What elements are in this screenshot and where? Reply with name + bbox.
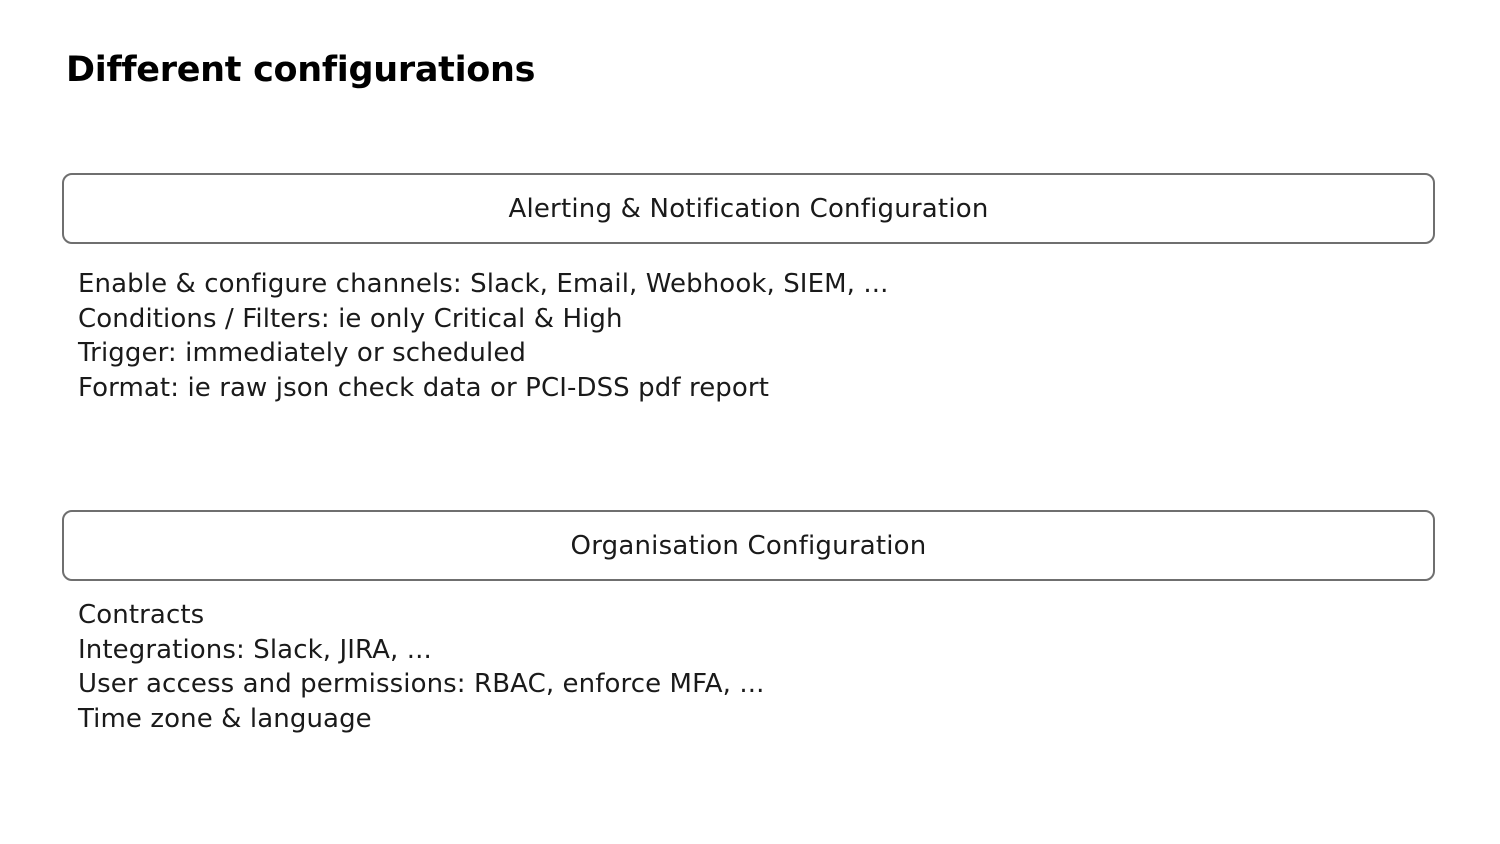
list-item: Trigger: immediately or scheduled: [78, 338, 527, 368]
section-heading: Alerting & Notification Configuration: [508, 193, 989, 224]
list-item: Time zone & language: [78, 703, 372, 734]
section-heading: Organisation Configuration: [570, 530, 927, 561]
organisation-config-list: [78, 598, 764, 736]
page-title: Different configurations: [66, 50, 536, 90]
list-item: Integrations: Slack, JIRA, ...: [78, 634, 432, 665]
alerting-notification-config-box: [62, 173, 1435, 244]
list-item: Contracts: [78, 600, 205, 630]
organisation-config-box: [62, 510, 1435, 581]
list-item: Format: ie raw json check data or PCI-DSS pdf report: [78, 372, 769, 403]
alerting-config-list: [78, 267, 888, 405]
list-item: Conditions / Filters: ie only Critical & High: [78, 303, 623, 334]
list-item: User access and permissions: RBAC, enforce MFA, ...: [78, 669, 765, 699]
list-item: Enable & configure channels: Slack, Email, Webhook, SIEM, ...: [78, 269, 889, 299]
